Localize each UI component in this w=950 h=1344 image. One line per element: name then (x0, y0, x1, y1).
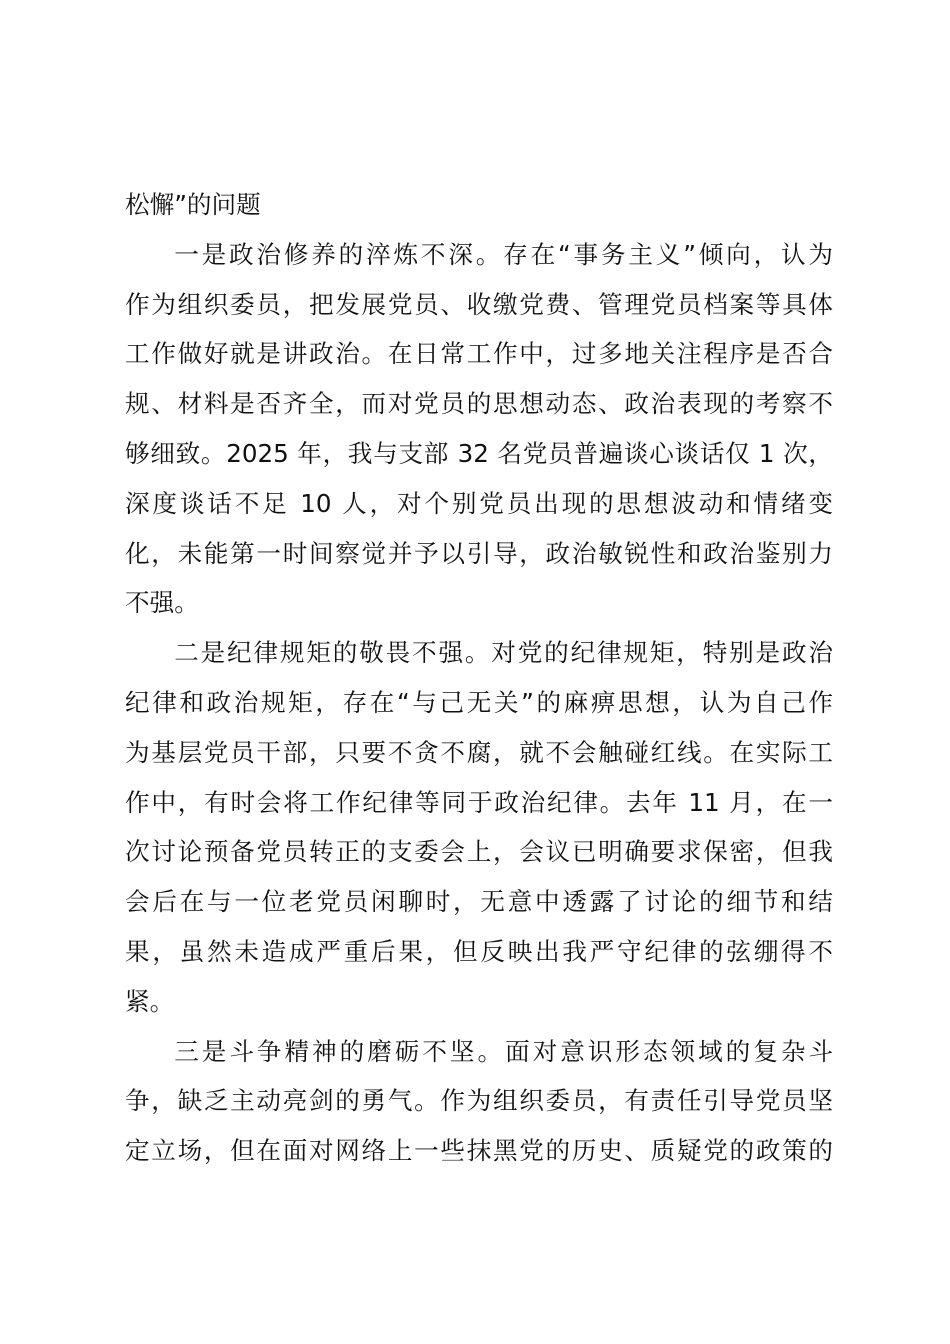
text-line: 松懈”的问题 (125, 190, 261, 219)
text-line: 工作做好就是讲政治。在日常工作中，过多地关注程序是否合 (125, 339, 833, 369)
text-line: 三是斗争精神的磨砺不坚。面对意识形态领域的复杂斗 (174, 1036, 833, 1066)
text-line: 为基层党员干部，只要不贪不腐，就不会触碰红线。在实际工 (125, 737, 833, 767)
text-line: 不强。 (125, 588, 199, 618)
text-line: 规、材料是否齐全，而对党员的思想动态、政治表现的考察不 (125, 389, 833, 419)
text-line: 紧。 (125, 986, 175, 1016)
text-line: 作中，有时会将工作纪律等同于政治纪律。去年 11 月，在一 (125, 787, 833, 817)
text-line: 作为组织委员，把发展党员、收缴党费、管理党员档案等具体 (125, 289, 833, 319)
text-line: 会后在与一位老党员闲聊时，无意中透露了讨论的细节和结 (125, 887, 833, 917)
text-line: 二是纪律规矩的敬畏不强。对党的纪律规矩，特别是政治 (174, 638, 833, 668)
paragraph-political-cultivation (125, 230, 833, 628)
text-line: 深度谈话不足 10 人，对个别党员出现的思想波动和情绪变 (125, 488, 833, 518)
document-body (125, 180, 833, 1176)
text-line: 争，缺乏主动亮剑的勇气。作为组织委员，有责任引导党员坚 (125, 1086, 833, 1116)
text-line: 果，虽然未造成严重后果，但反映出我严守纪律的弦绷得不 (125, 936, 833, 966)
text-line: 定立场，但在面对网络上一些抹黑党的历史、质疑党的政策的 (125, 1136, 833, 1166)
text-line: 一是政治修养的淬炼不深。存在“事务主义”倾向，认为 (174, 239, 833, 269)
paragraph-discipline (125, 628, 833, 1026)
text-line: 化，未能第一时间察觉并予以引导，政治敏锐性和政治鉴别力 (125, 538, 833, 568)
paragraph-heading-continuation (125, 180, 833, 230)
paragraph-fighting-spirit (125, 1027, 833, 1176)
text-line: 次讨论预备党员转正的支委会上，会议已明确要求保密，但我 (125, 837, 833, 867)
text-line: 够细致。2025 年，我与支部 32 名党员普遍谈心谈话仅 1 次， (125, 438, 833, 468)
text-line: 纪律和政治规矩，存在“与己无关”的麻痹思想，认为自己作 (125, 687, 833, 717)
